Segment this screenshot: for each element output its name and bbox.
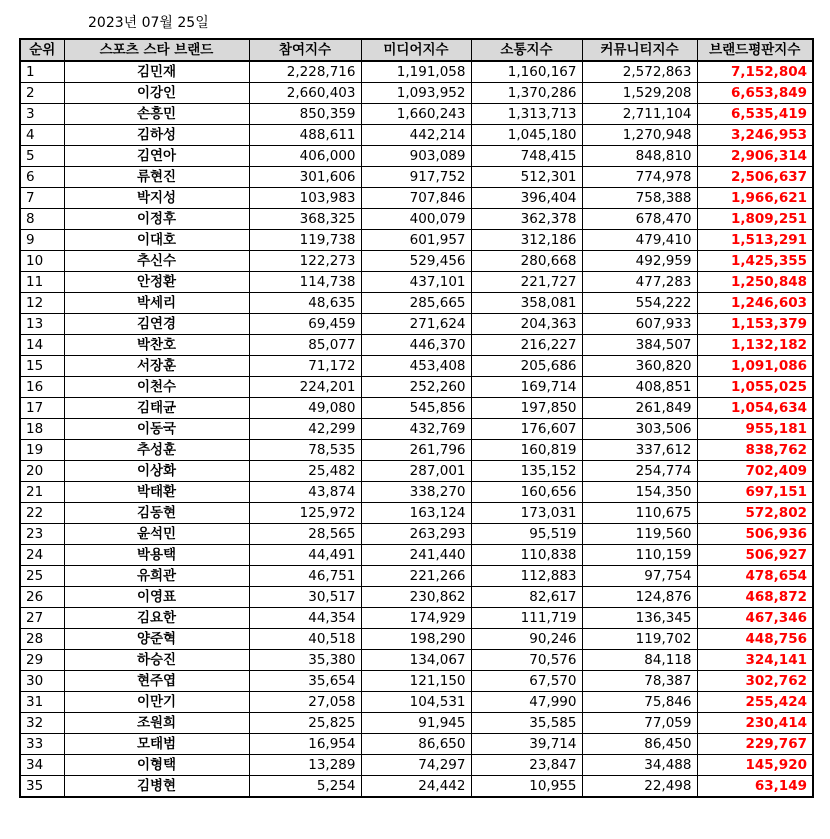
cell-rank: 9 [20,230,64,251]
cell-media: 104,531 [361,692,471,713]
cell-participation: 122,273 [249,251,361,272]
cell-participation: 40,518 [249,629,361,650]
cell-brand-name: 이정후 [64,209,249,230]
cell-community: 261,849 [582,398,697,419]
cell-participation: 125,972 [249,503,361,524]
cell-communication: 10,955 [471,776,582,798]
cell-participation: 35,654 [249,671,361,692]
table-row [20,650,813,671]
cell-community: 136,345 [582,608,697,629]
cell-brand-reputation: 702,409 [697,461,813,482]
cell-brand-reputation: 838,762 [697,440,813,461]
cell-participation: 119,738 [249,230,361,251]
cell-brand-name: 현주엽 [64,671,249,692]
cell-community: 78,387 [582,671,697,692]
table-row [20,776,813,798]
cell-brand-name: 양준혁 [64,629,249,650]
cell-communication: 95,519 [471,524,582,545]
cell-communication: 362,378 [471,209,582,230]
cell-communication: 512,301 [471,167,582,188]
cell-rank: 2 [20,83,64,104]
cell-brand-name: 하승진 [64,650,249,671]
cell-media: 74,297 [361,755,471,776]
cell-rank: 16 [20,377,64,398]
cell-community: 84,118 [582,650,697,671]
cell-community: 607,933 [582,314,697,335]
cell-communication: 312,186 [471,230,582,251]
cell-communication: 1,160,167 [471,61,582,83]
column-header-communication: 소통지수 [471,39,582,61]
cell-brand-name: 김병현 [64,776,249,798]
cell-brand-reputation: 7,152,804 [697,61,813,83]
cell-brand-name: 이천수 [64,377,249,398]
cell-community: 758,388 [582,188,697,209]
cell-media: 601,957 [361,230,471,251]
table-row [20,545,813,566]
cell-rank: 15 [20,356,64,377]
cell-media: 198,290 [361,629,471,650]
cell-brand-reputation: 302,762 [697,671,813,692]
cell-media: 134,067 [361,650,471,671]
cell-community: 303,506 [582,419,697,440]
cell-rank: 19 [20,440,64,461]
cell-brand-reputation: 63,149 [697,776,813,798]
cell-rank: 17 [20,398,64,419]
cell-participation: 44,491 [249,545,361,566]
cell-brand-reputation: 1,966,621 [697,188,813,209]
cell-communication: 112,883 [471,566,582,587]
table-row [20,587,813,608]
cell-brand-reputation: 255,424 [697,692,813,713]
cell-rank: 3 [20,104,64,125]
cell-media: 221,266 [361,566,471,587]
cell-media: 285,665 [361,293,471,314]
cell-community: 477,283 [582,272,697,293]
cell-brand-name: 이영표 [64,587,249,608]
cell-participation: 2,228,716 [249,61,361,83]
cell-participation: 42,299 [249,419,361,440]
cell-media: 437,101 [361,272,471,293]
cell-brand-reputation: 955,181 [697,419,813,440]
cell-communication: 396,404 [471,188,582,209]
cell-media: 453,408 [361,356,471,377]
cell-communication: 173,031 [471,503,582,524]
report-date: 2023년 07월 25일 [88,15,209,31]
cell-media: 261,796 [361,440,471,461]
cell-brand-name: 추성훈 [64,440,249,461]
table-row [20,440,813,461]
cell-rank: 29 [20,650,64,671]
cell-communication: 82,617 [471,587,582,608]
cell-communication: 197,850 [471,398,582,419]
table-row [20,482,813,503]
cell-brand-reputation: 6,535,419 [697,104,813,125]
cell-community: 1,270,948 [582,125,697,146]
cell-communication: 176,607 [471,419,582,440]
table-row [20,377,813,398]
cell-rank: 33 [20,734,64,755]
cell-brand-name: 박찬호 [64,335,249,356]
cell-communication: 35,585 [471,713,582,734]
cell-community: 337,612 [582,440,697,461]
cell-brand-name: 김하성 [64,125,249,146]
cell-rank: 20 [20,461,64,482]
cell-participation: 488,611 [249,125,361,146]
cell-community: 110,675 [582,503,697,524]
cell-community: 97,754 [582,566,697,587]
cell-participation: 301,606 [249,167,361,188]
cell-participation: 114,738 [249,272,361,293]
table-row [20,293,813,314]
cell-communication: 1,045,180 [471,125,582,146]
column-header-brand: 스포츠 스타 브랜드 [64,39,249,61]
cell-brand-name: 김연아 [64,146,249,167]
cell-participation: 406,000 [249,146,361,167]
cell-participation: 16,954 [249,734,361,755]
cell-participation: 368,325 [249,209,361,230]
column-header-community: 커뮤니티지수 [582,39,697,61]
cell-media: 252,260 [361,377,471,398]
cell-media: 230,862 [361,587,471,608]
cell-media: 121,150 [361,671,471,692]
cell-participation: 13,289 [249,755,361,776]
cell-community: 110,159 [582,545,697,566]
cell-rank: 18 [20,419,64,440]
cell-participation: 25,825 [249,713,361,734]
cell-participation: 49,080 [249,398,361,419]
cell-communication: 205,686 [471,356,582,377]
cell-participation: 850,359 [249,104,361,125]
table-row [20,671,813,692]
cell-participation: 78,535 [249,440,361,461]
cell-brand-reputation: 506,927 [697,545,813,566]
cell-brand-name: 이형택 [64,755,249,776]
cell-communication: 67,570 [471,671,582,692]
cell-rank: 6 [20,167,64,188]
table-row [20,61,813,83]
brand-reputation-table [19,38,814,798]
cell-community: 86,450 [582,734,697,755]
cell-brand-name: 안정환 [64,272,249,293]
table-row [20,398,813,419]
cell-brand-name: 류현진 [64,167,249,188]
cell-communication: 90,246 [471,629,582,650]
cell-communication: 135,152 [471,461,582,482]
cell-rank: 23 [20,524,64,545]
cell-communication: 160,656 [471,482,582,503]
cell-rank: 26 [20,587,64,608]
cell-media: 400,079 [361,209,471,230]
table-row [20,167,813,188]
cell-brand-name: 김태균 [64,398,249,419]
cell-participation: 48,635 [249,293,361,314]
cell-rank: 1 [20,61,64,83]
cell-rank: 14 [20,335,64,356]
table-row [20,566,813,587]
cell-brand-reputation: 1,054,634 [697,398,813,419]
cell-brand-reputation: 1,132,182 [697,335,813,356]
cell-media: 287,001 [361,461,471,482]
cell-brand-name: 김요한 [64,608,249,629]
cell-community: 77,059 [582,713,697,734]
cell-brand-reputation: 3,246,953 [697,125,813,146]
cell-brand-name: 조원희 [64,713,249,734]
table-row [20,209,813,230]
cell-brand-reputation: 6,653,849 [697,83,813,104]
cell-rank: 27 [20,608,64,629]
cell-rank: 5 [20,146,64,167]
cell-media: 271,624 [361,314,471,335]
table-row [20,83,813,104]
cell-communication: 39,714 [471,734,582,755]
cell-brand-name: 이만기 [64,692,249,713]
table-row [20,608,813,629]
table-body [20,61,813,797]
cell-communication: 1,370,286 [471,83,582,104]
table-row [20,692,813,713]
cell-brand-reputation: 229,767 [697,734,813,755]
cell-brand-reputation: 2,506,637 [697,167,813,188]
cell-rank: 35 [20,776,64,798]
cell-brand-name: 김동현 [64,503,249,524]
cell-media: 1,093,952 [361,83,471,104]
cell-brand-reputation: 1,425,355 [697,251,813,272]
cell-brand-name: 이대호 [64,230,249,251]
cell-rank: 7 [20,188,64,209]
cell-communication: 221,727 [471,272,582,293]
cell-brand-name: 김연경 [64,314,249,335]
cell-brand-reputation: 468,872 [697,587,813,608]
cell-participation: 103,983 [249,188,361,209]
cell-brand-name: 박지성 [64,188,249,209]
cell-media: 432,769 [361,419,471,440]
cell-participation: 71,172 [249,356,361,377]
cell-communication: 204,363 [471,314,582,335]
table-row [20,734,813,755]
cell-communication: 47,990 [471,692,582,713]
cell-brand-name: 박용택 [64,545,249,566]
cell-brand-reputation: 1,091,086 [697,356,813,377]
cell-brand-reputation: 1,055,025 [697,377,813,398]
cell-communication: 70,576 [471,650,582,671]
cell-brand-reputation: 572,802 [697,503,813,524]
cell-brand-reputation: 1,809,251 [697,209,813,230]
cell-community: 22,498 [582,776,697,798]
table-row [20,419,813,440]
cell-rank: 25 [20,566,64,587]
cell-brand-name: 김민재 [64,61,249,83]
cell-communication: 169,714 [471,377,582,398]
cell-rank: 8 [20,209,64,230]
cell-community: 154,350 [582,482,697,503]
cell-participation: 5,254 [249,776,361,798]
cell-brand-name: 윤석민 [64,524,249,545]
cell-community: 75,846 [582,692,697,713]
cell-brand-name: 손흥민 [64,104,249,125]
cell-communication: 216,227 [471,335,582,356]
cell-communication: 748,415 [471,146,582,167]
cell-media: 529,456 [361,251,471,272]
cell-rank: 30 [20,671,64,692]
table-row [20,713,813,734]
cell-community: 119,560 [582,524,697,545]
cell-participation: 46,751 [249,566,361,587]
cell-participation: 44,354 [249,608,361,629]
cell-community: 2,572,863 [582,61,697,83]
cell-participation: 35,380 [249,650,361,671]
cell-brand-reputation: 506,936 [697,524,813,545]
cell-media: 174,929 [361,608,471,629]
cell-media: 263,293 [361,524,471,545]
cell-media: 338,270 [361,482,471,503]
cell-community: 678,470 [582,209,697,230]
table-row [20,146,813,167]
cell-community: 408,851 [582,377,697,398]
cell-community: 1,529,208 [582,83,697,104]
table-row [20,251,813,272]
cell-media: 24,442 [361,776,471,798]
cell-rank: 10 [20,251,64,272]
cell-community: 360,820 [582,356,697,377]
cell-rank: 32 [20,713,64,734]
cell-brand-name: 서장훈 [64,356,249,377]
cell-participation: 2,660,403 [249,83,361,104]
cell-community: 34,488 [582,755,697,776]
cell-communication: 280,668 [471,251,582,272]
cell-brand-name: 추신수 [64,251,249,272]
cell-brand-name: 이상화 [64,461,249,482]
table-row [20,104,813,125]
cell-participation: 28,565 [249,524,361,545]
cell-rank: 24 [20,545,64,566]
cell-participation: 30,517 [249,587,361,608]
column-header-rank: 순위 [20,39,64,61]
cell-communication: 110,838 [471,545,582,566]
cell-brand-reputation: 1,153,379 [697,314,813,335]
cell-brand-reputation: 478,654 [697,566,813,587]
cell-community: 848,810 [582,146,697,167]
cell-community: 774,978 [582,167,697,188]
cell-media: 1,191,058 [361,61,471,83]
cell-participation: 224,201 [249,377,361,398]
table-row [20,356,813,377]
cell-brand-reputation: 448,756 [697,629,813,650]
cell-brand-reputation: 1,246,603 [697,293,813,314]
cell-participation: 85,077 [249,335,361,356]
cell-rank: 22 [20,503,64,524]
cell-community: 254,774 [582,461,697,482]
cell-rank: 28 [20,629,64,650]
cell-participation: 43,874 [249,482,361,503]
cell-community: 554,222 [582,293,697,314]
cell-participation: 69,459 [249,314,361,335]
table-header-row [20,39,813,61]
table-row [20,524,813,545]
cell-brand-reputation: 145,920 [697,755,813,776]
table-row [20,461,813,482]
column-header-brand-reputation: 브랜드평판지수 [697,39,813,61]
cell-rank: 12 [20,293,64,314]
table-row [20,230,813,251]
column-header-media: 미디어지수 [361,39,471,61]
cell-brand-name: 박세리 [64,293,249,314]
cell-rank: 21 [20,482,64,503]
cell-media: 241,440 [361,545,471,566]
table-row [20,629,813,650]
cell-rank: 11 [20,272,64,293]
cell-media: 917,752 [361,167,471,188]
cell-participation: 27,058 [249,692,361,713]
cell-brand-name: 이강인 [64,83,249,104]
table-row [20,125,813,146]
cell-brand-name: 유희관 [64,566,249,587]
cell-rank: 31 [20,692,64,713]
cell-community: 492,959 [582,251,697,272]
table-row [20,335,813,356]
cell-communication: 1,313,713 [471,104,582,125]
table-row [20,503,813,524]
cell-media: 707,846 [361,188,471,209]
cell-communication: 160,819 [471,440,582,461]
cell-brand-name: 모태범 [64,734,249,755]
cell-media: 545,856 [361,398,471,419]
cell-brand-reputation: 2,906,314 [697,146,813,167]
cell-communication: 111,719 [471,608,582,629]
table-row [20,188,813,209]
cell-community: 384,507 [582,335,697,356]
cell-brand-reputation: 1,513,291 [697,230,813,251]
table-row [20,755,813,776]
cell-community: 2,711,104 [582,104,697,125]
cell-community: 119,702 [582,629,697,650]
cell-community: 479,410 [582,230,697,251]
cell-media: 163,124 [361,503,471,524]
cell-brand-reputation: 467,346 [697,608,813,629]
cell-media: 91,945 [361,713,471,734]
cell-rank: 13 [20,314,64,335]
cell-media: 903,089 [361,146,471,167]
cell-communication: 358,081 [471,293,582,314]
cell-brand-reputation: 230,414 [697,713,813,734]
cell-rank: 4 [20,125,64,146]
cell-rank: 34 [20,755,64,776]
cell-communication: 23,847 [471,755,582,776]
cell-brand-name: 이동국 [64,419,249,440]
cell-community: 124,876 [582,587,697,608]
cell-media: 1,660,243 [361,104,471,125]
table-row [20,314,813,335]
cell-media: 442,214 [361,125,471,146]
cell-media: 446,370 [361,335,471,356]
cell-brand-name: 박태환 [64,482,249,503]
table-row [20,272,813,293]
column-header-participation: 참여지수 [249,39,361,61]
cell-brand-reputation: 697,151 [697,482,813,503]
cell-brand-reputation: 324,141 [697,650,813,671]
cell-participation: 25,482 [249,461,361,482]
cell-brand-reputation: 1,250,848 [697,272,813,293]
cell-media: 86,650 [361,734,471,755]
